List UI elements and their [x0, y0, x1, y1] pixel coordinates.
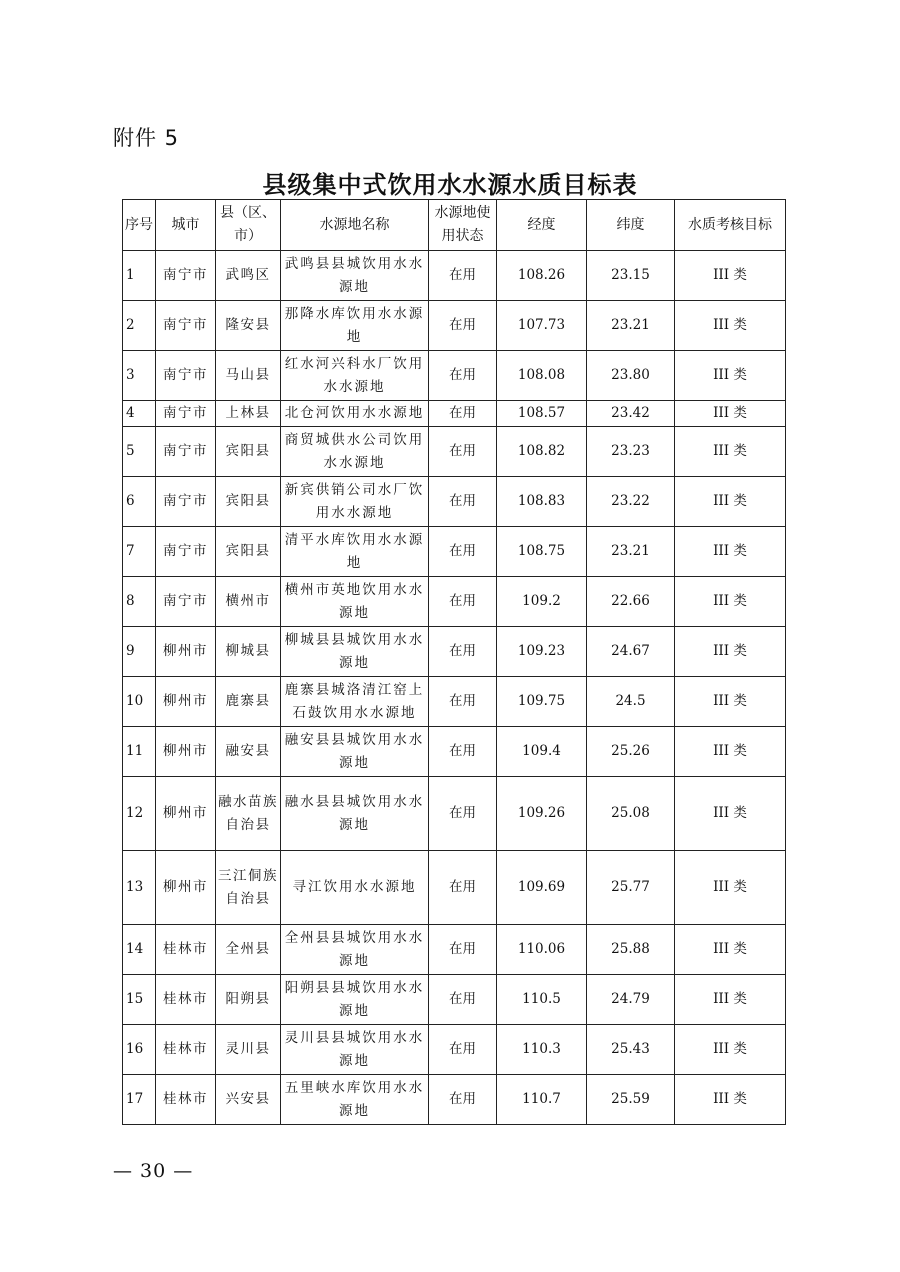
row-source-name: 鹿寨县城洛清江窑上石鼓饮用水水源地 [281, 677, 429, 727]
row-county: 隆安县 [216, 301, 281, 351]
row-target: III 类 [675, 627, 786, 677]
row-seq: 1 [123, 251, 156, 301]
row-seq: 9 [123, 627, 156, 677]
row-city: 南宁市 [156, 577, 216, 627]
row-status: 在用 [429, 577, 497, 627]
row-status: 在用 [429, 777, 497, 851]
row-city: 南宁市 [156, 401, 216, 427]
row-county: 灵川县 [216, 1025, 281, 1075]
row-city: 南宁市 [156, 427, 216, 477]
row-seq: 13 [123, 851, 156, 925]
table-row [123, 527, 786, 577]
row-county: 横州市 [216, 577, 281, 627]
row-county: 阳朔县 [216, 975, 281, 1025]
row-status: 在用 [429, 925, 497, 975]
row-target: III 类 [675, 925, 786, 975]
table-row [123, 1075, 786, 1125]
row-seq: 14 [123, 925, 156, 975]
row-latitude: 22.66 [587, 577, 675, 627]
row-county: 三江侗族自治县 [216, 851, 281, 925]
row-status: 在用 [429, 251, 497, 301]
water-quality-table [122, 199, 786, 1125]
row-target: III 类 [675, 677, 786, 727]
row-city: 桂林市 [156, 925, 216, 975]
row-seq: 7 [123, 527, 156, 577]
table-row [123, 251, 786, 301]
row-target: III 类 [675, 727, 786, 777]
row-longitude: 110.5 [497, 975, 587, 1025]
row-target: III 类 [675, 851, 786, 925]
row-city: 柳州市 [156, 777, 216, 851]
row-seq: 12 [123, 777, 156, 851]
row-county: 宾阳县 [216, 527, 281, 577]
header-county: 县（区、市） [216, 200, 281, 251]
header-target: 水质考核目标 [675, 200, 786, 251]
table-row [123, 401, 786, 427]
row-seq: 2 [123, 301, 156, 351]
row-city: 南宁市 [156, 527, 216, 577]
row-source-name: 阳朔县县城饮用水水源地 [281, 975, 429, 1025]
header-longitude: 经度 [497, 200, 587, 251]
row-status: 在用 [429, 851, 497, 925]
row-source-name: 灵川县县城饮用水水源地 [281, 1025, 429, 1075]
row-longitude: 109.69 [497, 851, 587, 925]
row-latitude: 24.67 [587, 627, 675, 677]
row-longitude: 110.3 [497, 1025, 587, 1075]
row-target: III 类 [675, 777, 786, 851]
row-city: 南宁市 [156, 301, 216, 351]
row-city: 柳州市 [156, 627, 216, 677]
row-seq: 15 [123, 975, 156, 1025]
row-source-name: 红水河兴科水厂饮用水水源地 [281, 351, 429, 401]
row-seq: 16 [123, 1025, 156, 1075]
row-longitude: 109.23 [497, 627, 587, 677]
row-source-name: 融安县县城饮用水水源地 [281, 727, 429, 777]
row-source-name: 柳城县县城饮用水水源地 [281, 627, 429, 677]
row-source-name: 横州市英地饮用水水源地 [281, 577, 429, 627]
row-city: 柳州市 [156, 677, 216, 727]
row-county: 融水苗族自治县 [216, 777, 281, 851]
row-target: III 类 [675, 527, 786, 577]
table-row [123, 477, 786, 527]
table-row [123, 777, 786, 851]
row-latitude: 23.42 [587, 401, 675, 427]
row-longitude: 108.83 [497, 477, 587, 527]
row-county: 柳城县 [216, 627, 281, 677]
row-longitude: 108.57 [497, 401, 587, 427]
row-seq: 4 [123, 401, 156, 427]
row-city: 桂林市 [156, 1025, 216, 1075]
row-seq: 6 [123, 477, 156, 527]
row-target: III 类 [675, 401, 786, 427]
row-city: 柳州市 [156, 727, 216, 777]
row-status: 在用 [429, 677, 497, 727]
table-row [123, 727, 786, 777]
row-source-name: 商贸城供水公司饮用水水源地 [281, 427, 429, 477]
table-row [123, 975, 786, 1025]
row-latitude: 23.15 [587, 251, 675, 301]
row-city: 桂林市 [156, 975, 216, 1025]
row-status: 在用 [429, 727, 497, 777]
row-county: 武鸣区 [216, 251, 281, 301]
row-county: 全州县 [216, 925, 281, 975]
attachment-label: 附件 5 [113, 126, 180, 150]
row-county: 融安县 [216, 727, 281, 777]
row-city: 南宁市 [156, 351, 216, 401]
row-city: 南宁市 [156, 251, 216, 301]
table-row [123, 427, 786, 477]
table-row [123, 851, 786, 925]
table-row [123, 301, 786, 351]
row-target: III 类 [675, 577, 786, 627]
row-target: III 类 [675, 1025, 786, 1075]
row-status: 在用 [429, 527, 497, 577]
row-city: 柳州市 [156, 851, 216, 925]
row-latitude: 25.43 [587, 1025, 675, 1075]
header-latitude: 纬度 [587, 200, 675, 251]
row-city: 桂林市 [156, 1075, 216, 1125]
row-longitude: 110.06 [497, 925, 587, 975]
row-target: III 类 [675, 1075, 786, 1125]
row-latitude: 25.77 [587, 851, 675, 925]
row-latitude: 25.59 [587, 1075, 675, 1125]
row-source-name: 融水县县城饮用水水源地 [281, 777, 429, 851]
row-longitude: 110.7 [497, 1075, 587, 1125]
row-target: III 类 [675, 251, 786, 301]
row-latitude: 23.22 [587, 477, 675, 527]
row-county: 宾阳县 [216, 427, 281, 477]
row-seq: 3 [123, 351, 156, 401]
row-longitude: 109.75 [497, 677, 587, 727]
row-status: 在用 [429, 477, 497, 527]
row-longitude: 108.26 [497, 251, 587, 301]
table-row [123, 1025, 786, 1075]
row-seq: 11 [123, 727, 156, 777]
table-row [123, 677, 786, 727]
row-county: 兴安县 [216, 1075, 281, 1125]
table-row [123, 351, 786, 401]
row-source-name: 武鸣县县城饮用水水源地 [281, 251, 429, 301]
row-longitude: 108.75 [497, 527, 587, 577]
row-latitude: 23.23 [587, 427, 675, 477]
table-row [123, 577, 786, 627]
row-target: III 类 [675, 975, 786, 1025]
row-target: III 类 [675, 301, 786, 351]
row-seq: 8 [123, 577, 156, 627]
row-county: 马山县 [216, 351, 281, 401]
row-longitude: 108.82 [497, 427, 587, 477]
row-latitude: 25.26 [587, 727, 675, 777]
row-status: 在用 [429, 1075, 497, 1125]
row-seq: 10 [123, 677, 156, 727]
row-target: III 类 [675, 351, 786, 401]
row-source-name: 寻江饮用水水源地 [281, 851, 429, 925]
header-source-name: 水源地名称 [281, 200, 429, 251]
table-row [123, 627, 786, 677]
row-source-name: 五里峡水库饮用水水源地 [281, 1075, 429, 1125]
row-latitude: 23.80 [587, 351, 675, 401]
row-longitude: 109.26 [497, 777, 587, 851]
row-latitude: 24.5 [587, 677, 675, 727]
row-longitude: 109.4 [497, 727, 587, 777]
row-source-name: 新宾供销公司水厂饮用水水源地 [281, 477, 429, 527]
header-status: 水源地使用状态 [429, 200, 497, 251]
row-target: III 类 [675, 477, 786, 527]
row-longitude: 107.73 [497, 301, 587, 351]
row-latitude: 25.08 [587, 777, 675, 851]
header-seq: 序号 [123, 200, 156, 251]
row-county: 上林县 [216, 401, 281, 427]
row-longitude: 109.2 [497, 577, 587, 627]
row-latitude: 24.79 [587, 975, 675, 1025]
row-city: 南宁市 [156, 477, 216, 527]
page-number: — 30 — [113, 1160, 194, 1182]
document-title: 县级集中式饮用水水源水质目标表 [262, 170, 638, 199]
row-latitude: 23.21 [587, 301, 675, 351]
row-seq: 17 [123, 1075, 156, 1125]
row-latitude: 23.21 [587, 527, 675, 577]
row-status: 在用 [429, 1025, 497, 1075]
row-status: 在用 [429, 975, 497, 1025]
header-city: 城市 [156, 200, 216, 251]
row-longitude: 108.08 [497, 351, 587, 401]
row-target: III 类 [675, 427, 786, 477]
row-county: 鹿寨县 [216, 677, 281, 727]
row-status: 在用 [429, 427, 497, 477]
row-source-name: 北仓河饮用水水源地 [281, 401, 429, 427]
table-row [123, 925, 786, 975]
row-status: 在用 [429, 401, 497, 427]
row-status: 在用 [429, 301, 497, 351]
row-source-name: 全州县县城饮用水水源地 [281, 925, 429, 975]
row-status: 在用 [429, 351, 497, 401]
row-county: 宾阳县 [216, 477, 281, 527]
row-status: 在用 [429, 627, 497, 677]
row-seq: 5 [123, 427, 156, 477]
table-header-row [123, 200, 786, 251]
row-latitude: 25.88 [587, 925, 675, 975]
row-source-name: 那降水库饮用水水源地 [281, 301, 429, 351]
row-source-name: 清平水库饮用水水源地 [281, 527, 429, 577]
